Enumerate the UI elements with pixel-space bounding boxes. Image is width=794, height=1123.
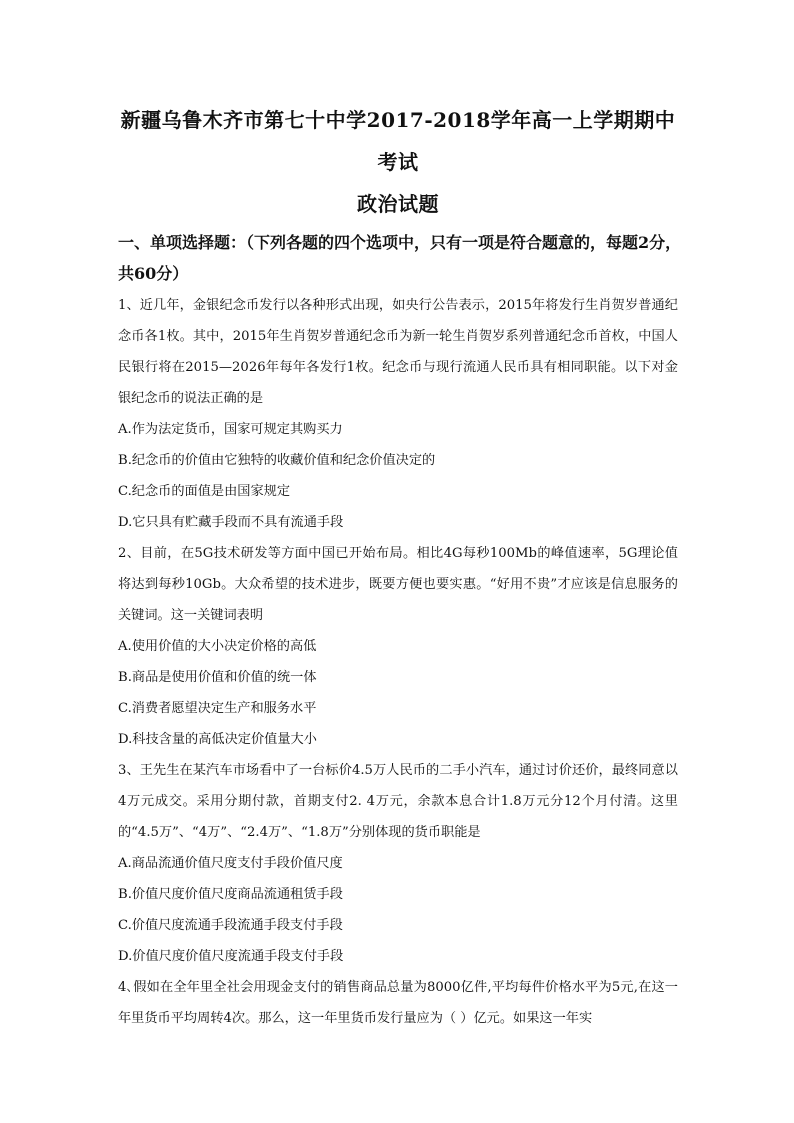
option-c: C.消费者愿望决定生产和服务水平: [118, 701, 317, 716]
question-3: [118, 755, 678, 972]
option-b: B.价值尺度价值尺度商品流通租赁手段: [118, 887, 343, 902]
option-d: D.科技含量的高低决定价值量大小: [118, 732, 317, 747]
option-a: A.作为法定货币，国家可规定其购买力: [118, 422, 343, 437]
question-2: [118, 538, 678, 755]
question-4: [118, 972, 678, 1034]
option-d: D.价值尺度价值尺度流通手段支付手段: [118, 949, 344, 964]
question-list: [118, 290, 678, 1034]
option-b: B.纪念币的价值由它独特的收藏价值和纪念价值决定的: [118, 453, 436, 468]
question-stem: 2、目前，在5G技术研发等方面中国已开始布局。相比4G每秒100Mb的峰值速率，5G理论值将达到每秒10Gb。大众希望的技术进步，既要方便也要实惠。“好用不贵”才应该是信息服务的关键词。这一关键词表明: [118, 546, 678, 623]
option-b: B.商品是使用价值和价值的统一体: [118, 670, 317, 685]
option-a: A.商品流通价值尺度支付手段价值尺度: [118, 856, 343, 871]
option-c: C.纪念币的面值是由国家规定: [118, 484, 291, 499]
option-c: C.价值尺度流通手段流通手段支付手段: [118, 918, 343, 933]
exam-title: 新疆乌鲁木齐市第七十中学2017-2018学年高一上学期期中: [120, 108, 676, 132]
option-a: A.使用价值的大小决定价格的高低: [118, 639, 317, 654]
question-1: [118, 290, 678, 538]
question-stem: 4､假如在全年里全社会用现金支付的销售商品总量为8000亿件,平均每件价格水平为5元,在这一年里货币平均周转4次。那么，这一年里货币发行量应为（ ）亿元。如果这一年实: [118, 980, 678, 1026]
exam-title-continued: 考试: [377, 150, 419, 174]
question-stem: 3、王先生在某汽车市场看中了一台标价4.5万人民币的二手小汽车，通过讨价还价，最终同意以4万元成交。采用分期付款，首期支付2. 4万元，余款本息合计1.8万元分12个月付清。这里的“4.5万”、“4万”、“2.4万”、“1.8万”分别体现的货币职能是: [118, 763, 678, 840]
question-stem: 1、近几年，金银纪念币发行以各种形式出现，如央行公告表示，2015年将发行生肖贺岁普通纪念币各1枚。其中，2015年生肖贺岁普通纪念币为新一轮生肖贺岁系列普通纪念币首枚，中国人民银行将在2015—2026年每年各发行1枚。纪念币与现行流通人民币具有相同职能。以下对金银纪念币的说法正确的是: [118, 298, 678, 406]
subject-title: 政治试题: [357, 192, 439, 216]
option-d: D.它只具有贮藏手段而不具有流通手段: [118, 515, 344, 530]
section-heading: 一、单项选择题：（下列各题的四个选项中，只有一项是符合题意的，每题2分，共60分）: [118, 233, 682, 283]
